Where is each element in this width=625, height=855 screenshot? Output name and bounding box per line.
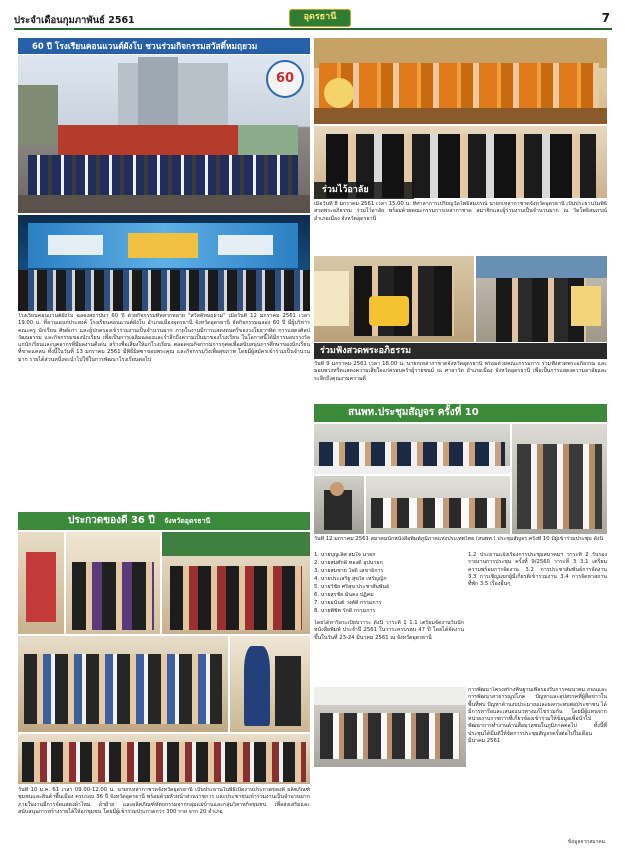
list-item: 2. นายสมศักดิ์ ทองดี อุปนายก xyxy=(314,560,383,566)
list-item: 6. นายสุรชัย มั่นคง ปฏิคม xyxy=(314,592,374,598)
stage-night-photo xyxy=(18,215,310,311)
article5-title-suffix: จังหวัดอุดรธานี xyxy=(164,517,211,525)
article4-agenda-right: 1.2 ประธานแจ้งเรื่องการประชุมสมาคมฯ วาระที่ 2 รับรองรายงานการประชุม ครั้งที่ 9/2560 วาระที่ 3 3.1 เตรียมความพร้อมการจัดงาน 3.2 การประชาสัมพันธ์การจัดงาน 3.3 การเชิญแขกผู้มีเกียรติเข้าร่วมงาน 3.4 การจัดหาสถานที่พัก 3.5 เรื่องอื่นๆ xyxy=(468,552,607,588)
attendee-list xyxy=(314,552,464,616)
meeting-photo-2 xyxy=(314,476,364,534)
monks-ceremony-photo xyxy=(314,38,607,124)
list-item: 5. นายวิชัย ศรีสุข ประชาสัมพันธ์ xyxy=(314,584,390,590)
article5-body: วันที่ 10 ม.ค. 61 เวลา 09.00-12.00 น. นายกเหล่ากาชาดจังหวัดอุดรธานี เป็นประธานในพิธีเปิดงานประกวดของดี ผลิตภัณฑ์ชุมชนและสินค้าพื้นเมือง ครบรอบ 36 ปี จังหวัดอุดรธานี พร้อมด้วยหัวหน้าส่วนราชการ และประชาชนเข้าร่วมงานเป็นจำนวนมาก ภายในงานมีการจัดแสดงผ้าไหม ผ้าฝ้าย และผลิตภัณฑ์หัตถกรรมจากกลุ่มแม่บ้านและกลุ่มวิสาหกิจชุมชน เพื่อส่งเสริมและสนับสนุนการสร้างรายได้ให้แก่ชุมชน โดยมีผู้เข้าร่วมประกวดกว่า 300 ราย จาก 20 อำเภอ xyxy=(18,787,310,815)
header-title: ประจำเดือนกุมภาพันธ์ 2561 xyxy=(14,15,135,26)
article5-title: ประกวดของดี 36 ปี xyxy=(68,515,155,526)
article3-body: วันที่ 9 มกราคม 2561 เวลา 18.00 น. นายกเหล่ากาชาดจังหวัดอุดรธานี พร้อมด้วยคณะกรรมการ ร่วมฟังสวดพระอภิธรรม และมอบพวงหรีดแสดงความเสียใจแก่ครอบครัวผู้วายชนม์ ณ ศาลาวัด อำเภอเมือง จังหวัดอุดรธานี เพื่อเป็นการแสดงความอาลัยและระลึกถึงคุณงามความดี xyxy=(314,361,607,382)
article4-bottom-body-cont xyxy=(314,769,607,839)
exhibition-photo-1 xyxy=(18,532,64,634)
list-item: 3. นายสมชาย ใจดี เลขาธิการ xyxy=(314,568,384,574)
article2-title-band xyxy=(314,182,414,199)
exhibition-photo-6 xyxy=(18,734,310,784)
wreath-ceremony-photo-1 xyxy=(314,256,474,342)
exhibition-photo-5 xyxy=(230,636,310,732)
article1-title: 60 ปี โรงเรียนคอนแวนต์ผังโบ ชวนร่วมกิจกรรมสวัสดิ์หมฤยวม xyxy=(32,41,258,51)
list-item: 8. นายพิชิต รักดี กรรมการ xyxy=(314,608,376,614)
article4-intro: วันที่ 12 มกราคม 2561 สมาคมนักหนังสือพิมพ์ภูมิภาคแห่งประเทศไทย (สนพท.) ประชุมสัญจร ครั้งที่ 10 มีผู้เข้าร่วมประชุม ดังนี้ xyxy=(314,536,604,542)
list-item: 4. นายประเสริฐ สุขใจ เหรัญญิก xyxy=(314,576,387,582)
header-divider xyxy=(14,28,612,30)
logo-text: อุดรธานี xyxy=(303,12,337,22)
wreath-ceremony-photo-2 xyxy=(476,256,607,342)
exhibition-photo-4 xyxy=(18,636,228,732)
concert-photo xyxy=(18,55,310,213)
article4-agenda-left: โดยได้หารือระเบียบวาระ ดังนี้ วาระที่ 1 1.1 เตรียมจัดงานวันนักหนังสือพิมพ์ ประจำปี 2561 ในวาระครบรอบ 47 ปี โดยได้จัดงานขึ้นในวันที่ 23-24 มีนาคม 2561 ณ จังหวัดอุดรธานี xyxy=(314,620,464,641)
exhibition-photo-2 xyxy=(66,532,160,634)
article4-bottom-body: การพัฒนาโครงสร้างพื้นฐานเพื่อรองรับการคมนาคม ถนนและการพัฒนาสาธารณูปโภค ปัญหาและอุปสรรคที่ผู้สื่อข่าวในพื้นที่พบ ปัญหาด้านงบประมาณและผลกระทบต่อประชาชน ได้มีการหารือและเสนอแนวทางแก้ไขร่วมกัน โดยมีผู้แทนจากหน่วยงานราชการที่เกี่ยวข้องเข้าร่วมให้ข้อมูลเพื่อนำไปพัฒนาการทำงานด้านสื่อมวลชนในภูมิภาคต่อไป ทั้งนี้ที่ประชุมได้มีมติให้จัดการประชุมสัญจรครั้งต่อไปในเดือนมีนาคม 2561 xyxy=(468,687,607,745)
newspaper-logo xyxy=(289,9,351,27)
article1-body: โรงเรียนคอนแวนต์ผังโบ ฉลองสถาปนา 60 ปี ด้วยกิจกรรมที่หลากหลาย "สวัสดิ์หมฤยวม" เมื่อวันที่ 12 มกราคม 2561 เวลา 19.00 น. ที่ลานเอนกประสงค์ โรงเรียนคอนแวนต์ผังโบ อำเภอเมืองอุดรธานี จังหวัดอุดรธานี จัดกิจกรรมฉลอง 60 ปี มีผู้บริหาร คณะครู นักเรียน ศิษย์เก่า และผู้ปกครองเข้าร่วมงานเป็นจำนวนมาก ภายในงานมีการแสดงดนตรีของวงโยธวาทิต การแสดงศิลปวัฒนธรรม และกิจกรรมของนักเรียน เพื่อเป็นการเฉลิมฉลองและรำลึกถึงความเป็นมาของโรงเรียน ในโอกาสนี้ได้มีการมอบรางวัลแก่นักเรียนและบุคลากรที่มีผลงานดีเด่น สร้างชื่อเสียงให้แก่โรงเรียน ตลอดจนกิจกรรมการกุศลเพื่อสนับสนุนการศึกษาของนักเรียนที่ขาดแคลน ทั้งนี้ในวันที่ 13 มกราคม 2561 มีพิธีมิสซาขอบพระคุณ และกิจกรรมวิ่งเพื่อสุขภาพ โดยมีผู้สมัครเข้าร่วมเป็นจำนวนมาก รายได้ส่วนหนึ่งจะนำไปใช้ในการพัฒนาโรงเรียนต่อไป xyxy=(18,313,310,363)
page-number: 7 xyxy=(601,11,610,25)
article2-body: เมื่อวันที่ 8 มกราคม 2561 เวลา 15.00 น. ที่ศาลาการเปรียญวัดโพธิสมภรณ์ นายกเหล่ากาชาดจังหวัดอุดรธานี เป็นประธานในพิธีสวดพระอภิธรรม ร่วมไว้อาลัย พร้อมด้วยคณะกรรมการเหล่ากาชาด สมาชิกและผู้ร่วมงานเป็นจำนวนมาก ณ วัดโพธิสมภรณ์ อำเภอเมือง จังหวัดอุดรธานี xyxy=(314,201,607,222)
article4-title: สนพท.ประชุมสัญจร ครั้งที่ 10 xyxy=(348,407,479,418)
exhibition-photo-3 xyxy=(162,532,310,634)
article4-credit: ข้อมูลจากสมาคม xyxy=(567,839,605,845)
article2-title: ร่วมไว้อาลัย xyxy=(322,185,369,195)
list-item: 1. นายบุญเลิศ สมใจ นายก xyxy=(314,552,376,558)
article4-title-band xyxy=(314,404,607,422)
meeting-room-photo xyxy=(314,687,466,767)
page-header xyxy=(14,8,612,30)
meeting-photo-4 xyxy=(512,424,607,534)
article1-title-band xyxy=(18,38,310,54)
meeting-photo-3 xyxy=(366,476,510,534)
meeting-photo-1 xyxy=(314,424,510,474)
article3-title: ร่วมฟังสวดพระอภิธรรม xyxy=(320,346,412,356)
article3-title-band xyxy=(314,343,607,359)
anniversary-logo: 60 xyxy=(266,60,304,98)
article5-title-band xyxy=(18,512,310,530)
list-item: 7. นายอนันต์ วงศ์ดี กรรมการ xyxy=(314,600,382,606)
